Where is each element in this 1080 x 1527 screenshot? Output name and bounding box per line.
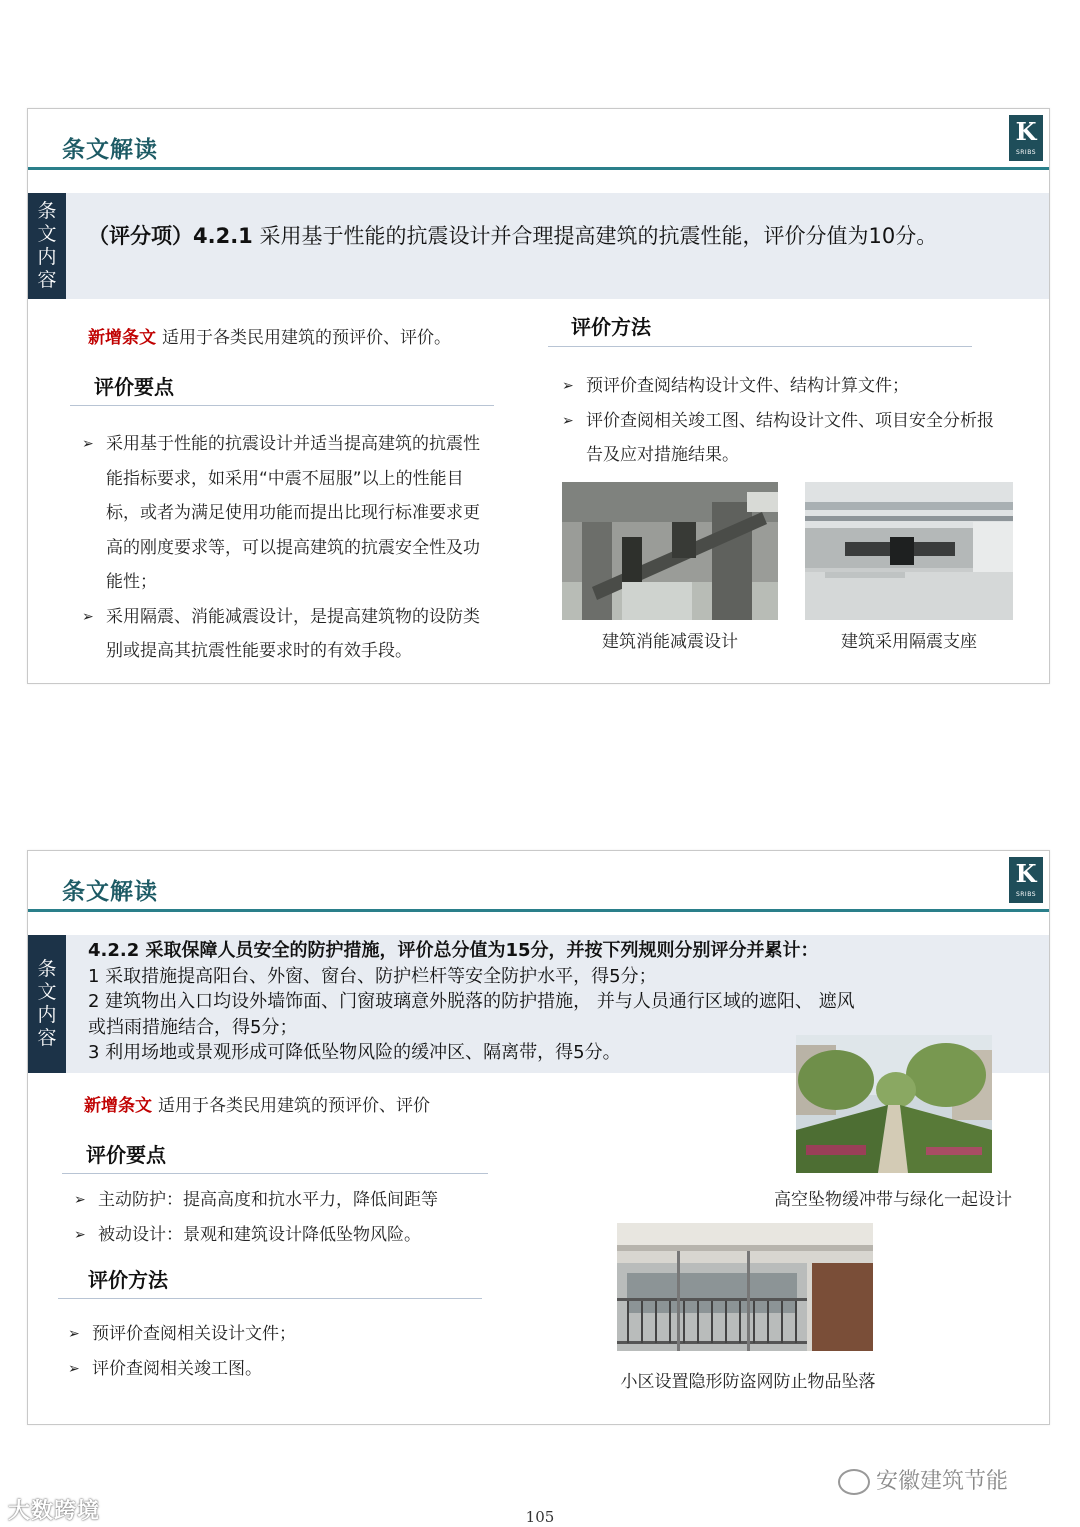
method-list: [62, 1317, 502, 1387]
wechat-watermark: 安徽建筑节能: [838, 1464, 1008, 1495]
clause-band: [28, 193, 1049, 299]
sribs-logo: K SRIBS: [1009, 857, 1043, 903]
landscape-buffer-photo: [796, 1035, 992, 1173]
method-heading: 评价方法: [88, 1268, 168, 1292]
damper-caption: 建筑消能减震设计: [602, 632, 738, 652]
slide-2: [27, 850, 1050, 1425]
new-clause-note: 新增条文 适用于各类民用建筑的预评价、评价。: [88, 328, 451, 348]
method-list: [556, 369, 996, 473]
wechat-icon: [838, 1469, 870, 1495]
points-heading: 评价要点: [86, 1143, 166, 1167]
corner-watermark: 大数跨境: [8, 1499, 101, 1524]
clause-tab: 条 文 内 容: [28, 935, 66, 1073]
slide-title: 条文解读: [62, 137, 158, 163]
list-item: ➢ 评价查阅相关竣工图。: [68, 1359, 262, 1379]
points-list: [76, 427, 496, 669]
list-item: ➢ 被动设计：景观和建筑设计降低坠物风险。: [74, 1224, 421, 1245]
points-rule: [62, 1173, 488, 1174]
new-clause-note: 新增条文 适用于各类民用建筑的预评价、评价: [84, 1096, 430, 1116]
method-heading: 评价方法: [571, 315, 651, 339]
bearing-caption: 建筑采用隔震支座: [841, 632, 977, 652]
title-rule: [28, 909, 1049, 912]
list-item: ➢ 主动防护：提高高度和抗水平力，降低间距等: [74, 1190, 438, 1210]
isolation-bearing-photo: [805, 482, 1013, 620]
clause-tab: 条 文 内 容: [28, 193, 66, 299]
balcony-guard-photo: [617, 1223, 873, 1351]
slide-1: [27, 108, 1050, 684]
method-rule: [58, 1298, 482, 1299]
points-list: [68, 1183, 508, 1252]
points-rule: [70, 405, 494, 406]
list-item: ➢ 采用隔震、消能减震设计，是提高建筑物的设防类别或提高其抗震性能要求时的有效手段。: [82, 606, 480, 661]
clause-text: 4.2.2 采取保障人员安全的防护措施，评价总分值为15分，并按下列规则分别评分并累计： 1 采取措施提高阳台、外窗、窗台、防护栏杆等安全防护水平，得5分； 2 建筑物出入口均设外墙饰面、门窗玻璃意外脱落的防护措施， 并与人员通行区域的遮阳、 遮风 或挡雨措施结合，得5分； 3 利用场地或景观形成可降低坠物风险的缓冲区、隔离带，得5分。: [88, 940, 855, 1063]
balcony-caption: 小区设置隐形防盗网防止物品坠落: [620, 1372, 876, 1392]
title-rule: [28, 167, 1049, 170]
method-rule: [548, 346, 972, 347]
points-heading: 评价要点: [94, 375, 174, 399]
list-item: ➢ 评价查阅相关竣工图、结构设计文件、项目安全分析报告及应对措施结果。: [562, 410, 994, 465]
list-item: ➢ 采用基于性能的抗震设计并适当提高建筑的抗震性能指标要求，如采用“中震不屈服”以上的性能目标，或者为满足使用功能而提出比现行标准要求更高的刚度要求等，可以提高建筑的抗震安全性及功能性；: [82, 434, 480, 592]
list-item: ➢ 预评价查阅相关设计文件；: [68, 1324, 296, 1344]
slide-title: 条文解读: [62, 879, 158, 905]
sribs-logo: K SRIBS: [1009, 115, 1043, 161]
buffer-caption: 高空坠物缓冲带与绿化一起设计: [774, 1190, 1012, 1210]
clause-text: （评分项）4.2.1 采用基于性能的抗震设计并合理提高建筑的抗震性能，评价分值为10分。: [88, 224, 938, 248]
page-number: 105: [525, 1508, 555, 1526]
damper-photo: [562, 482, 778, 620]
list-item: ➢ 预评价查阅结构设计文件、结构计算文件；: [562, 376, 909, 396]
